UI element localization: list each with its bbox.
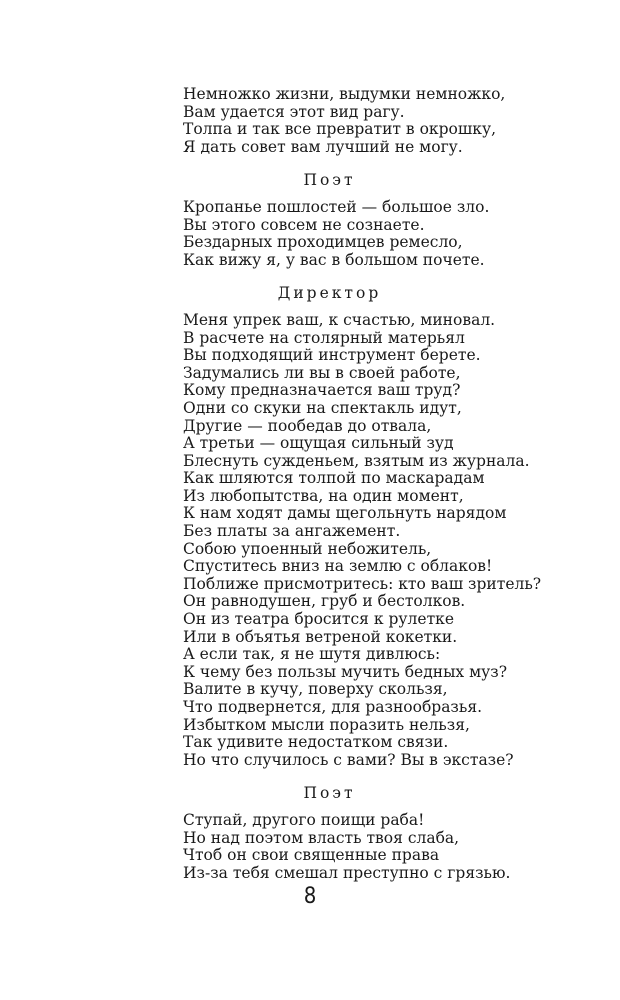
verse-line: Так удивите недостатком связи. <box>183 733 449 752</box>
verse-line: Другие — пообедав до отвала, <box>183 416 432 435</box>
stanza-2 <box>183 199 603 269</box>
verse-line: Бездарных проходимцев ремесло, <box>183 233 463 252</box>
verse-line: Спуститесь вниз на землю с облаков! <box>183 557 493 576</box>
verse-line: Я дать совет вам лучший не могу. <box>183 137 463 156</box>
verse-line: Толпа и так все превратит в окрошку, <box>183 120 497 139</box>
verse-line: В расчете на столярный матерьял <box>183 328 465 347</box>
verse-line: Он из театра бросится к рулетке <box>183 610 455 629</box>
verse-line: Немножко жизни, выдумки немножко, <box>183 85 506 103</box>
verse-line: Чтоб он свои священные права <box>183 846 440 865</box>
verse-line: К нам ходят дамы щегольнуть нарядом <box>183 504 507 523</box>
verse-line: Кропанье пошлостей — большое зло. <box>183 197 490 216</box>
verse-line: Одни со скуки на спектакль идут, <box>183 398 462 417</box>
speaker-heading-poet: Поэт <box>303 171 356 190</box>
verse-line: Он равнодушен, груб и бестолков. <box>183 592 466 611</box>
page-number: 8 <box>303 884 317 909</box>
verse-line: Кому предназначается ваш труд? <box>183 381 461 400</box>
verse-line: Вы этого совсем не сознаете. <box>183 215 425 234</box>
verse-line: Что подвернется, для разнообразья. <box>183 698 483 716</box>
verse-line: Блеснуть сужденьем, взятым из журнала. <box>183 451 530 470</box>
verse-line: Как вижу я, у вас в большом почете. <box>183 250 485 269</box>
stanza-4 <box>183 812 603 882</box>
verse-line: А третьи — ощущая сильный зуд <box>183 434 454 453</box>
verse-line: К чему без пользы мучить бедных муз? <box>183 662 508 681</box>
verse-line: Но над поэтом власть твоя слаба, <box>183 828 460 847</box>
verse-line: Или в объятья ветреной кокетки. <box>183 627 458 646</box>
verse-line: Валите в кучу, поверху скользя, <box>183 680 448 699</box>
verse-line: Вам удается этот вид рагу. <box>183 102 405 121</box>
verse-line: Собою упоенный небожитель, <box>183 539 432 558</box>
verse-line: Без платы за ангажемент. <box>183 522 401 541</box>
verse-line: Вы подходящий инструмент берете. <box>183 346 481 365</box>
verse-line: Из любопытства, на один момент, <box>183 486 464 505</box>
verse-line: Но что случилось с вами? Вы в экстазе? <box>183 750 514 769</box>
verse-line: Ступай, другого поищи раба! <box>183 810 425 829</box>
verse-line: Меня упрек ваш, к счастью, миновал. <box>183 310 496 329</box>
verse-line: А если так, я не шутя дивлюсь: <box>183 645 441 664</box>
stanza-3 <box>183 312 603 769</box>
verse-line: Поближе присмотритесь: кто ваш зритель? <box>183 574 542 593</box>
speaker-heading-poet: Поэт <box>303 784 356 803</box>
verse-line: Как шляются толпой по маскарадам <box>183 469 485 488</box>
page-text <box>183 86 603 882</box>
stanza-1 <box>183 86 603 156</box>
verse-line: Задумались ли вы в своей работе, <box>183 363 461 382</box>
verse-line: Из-за тебя смешал преступно с грязью. <box>183 863 511 882</box>
verse-line: Избытком мысли поразить нельзя, <box>183 715 470 734</box>
speaker-heading-director: Директор <box>277 284 382 303</box>
